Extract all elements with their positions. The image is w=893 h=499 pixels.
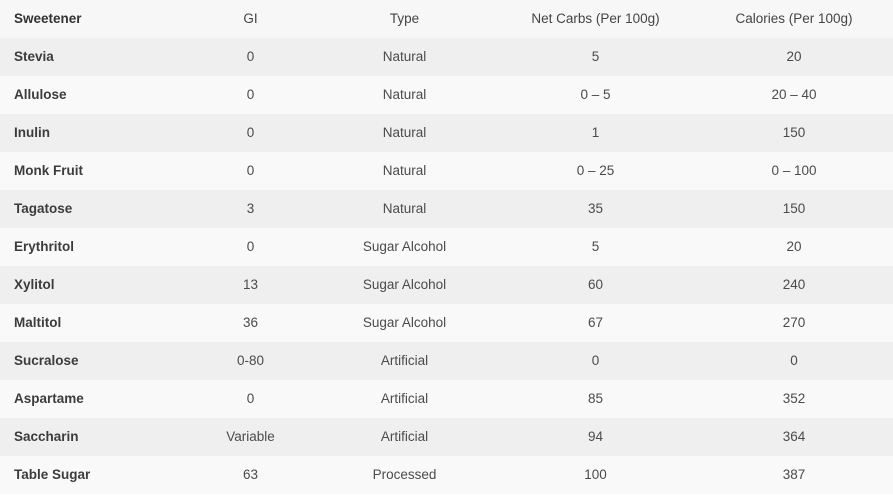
table-row [0,152,893,190]
cell-sweetener: Inulin [0,114,188,152]
cell-sweetener: Maltitol [0,304,188,342]
table-row [0,114,893,152]
cell-sweetener: Tagatose [0,190,188,228]
table-row [0,76,893,114]
cell-sweetener: Saccharin [0,418,188,456]
cell-calories: 240 [695,266,893,304]
cell-net-carbs: 85 [496,380,695,418]
cell-calories: 20 [695,38,893,76]
cell-gi: 13 [188,266,313,304]
cell-sweetener: Stevia [0,38,188,76]
cell-type: Artificial [313,380,496,418]
cell-net-carbs: 67 [496,304,695,342]
cell-sweetener: Sucralose [0,342,188,380]
cell-gi: 0 [188,228,313,266]
cell-gi: 0 [188,76,313,114]
table-body [0,38,893,494]
table-row [0,418,893,456]
cell-gi: 0 [188,152,313,190]
cell-net-carbs: 0 – 25 [496,152,695,190]
table-row [0,342,893,380]
cell-gi: 0-80 [188,342,313,380]
table-row [0,456,893,494]
cell-sweetener: Erythritol [0,228,188,266]
cell-gi: 63 [188,456,313,494]
cell-net-carbs: 0 – 5 [496,76,695,114]
cell-net-carbs: 5 [496,38,695,76]
cell-type: Artificial [313,418,496,456]
cell-net-carbs: 5 [496,228,695,266]
table-row [0,304,893,342]
cell-gi: 3 [188,190,313,228]
cell-type: Natural [313,38,496,76]
cell-calories: 0 – 100 [695,152,893,190]
cell-type: Natural [313,152,496,190]
cell-calories: 0 [695,342,893,380]
table-row [0,266,893,304]
table-row [0,228,893,266]
cell-sweetener: Aspartame [0,380,188,418]
cell-net-carbs: 1 [496,114,695,152]
cell-calories: 20 – 40 [695,76,893,114]
cell-calories: 270 [695,304,893,342]
cell-type: Sugar Alcohol [313,266,496,304]
cell-sweetener: Monk Fruit [0,152,188,190]
table-header-row [0,0,893,38]
cell-calories: 20 [695,228,893,266]
cell-type: Sugar Alcohol [313,304,496,342]
cell-type: Natural [313,190,496,228]
cell-type: Natural [313,114,496,152]
cell-net-carbs: 35 [496,190,695,228]
cell-gi: 36 [188,304,313,342]
table-header [0,0,893,38]
cell-calories: 150 [695,190,893,228]
cell-calories: 150 [695,114,893,152]
cell-sweetener: Xylitol [0,266,188,304]
cell-sweetener: Allulose [0,76,188,114]
cell-net-carbs: 60 [496,266,695,304]
column-header-sweetener: Sweetener [0,0,188,38]
column-header-gi: GI [188,0,313,38]
cell-type: Natural [313,76,496,114]
cell-gi: 0 [188,380,313,418]
cell-calories: 352 [695,380,893,418]
column-header-type: Type [313,0,496,38]
cell-sweetener: Table Sugar [0,456,188,494]
cell-gi: Variable [188,418,313,456]
cell-calories: 387 [695,456,893,494]
cell-gi: 0 [188,38,313,76]
cell-net-carbs: 94 [496,418,695,456]
cell-type: Artificial [313,342,496,380]
cell-calories: 364 [695,418,893,456]
cell-net-carbs: 100 [496,456,695,494]
column-header-calories: Calories (Per 100g) [695,0,893,38]
cell-type: Sugar Alcohol [313,228,496,266]
cell-net-carbs: 0 [496,342,695,380]
table-row [0,190,893,228]
table-row [0,380,893,418]
table-row [0,38,893,76]
cell-gi: 0 [188,114,313,152]
column-header-net-carbs: Net Carbs (Per 100g) [496,0,695,38]
cell-type: Processed [313,456,496,494]
